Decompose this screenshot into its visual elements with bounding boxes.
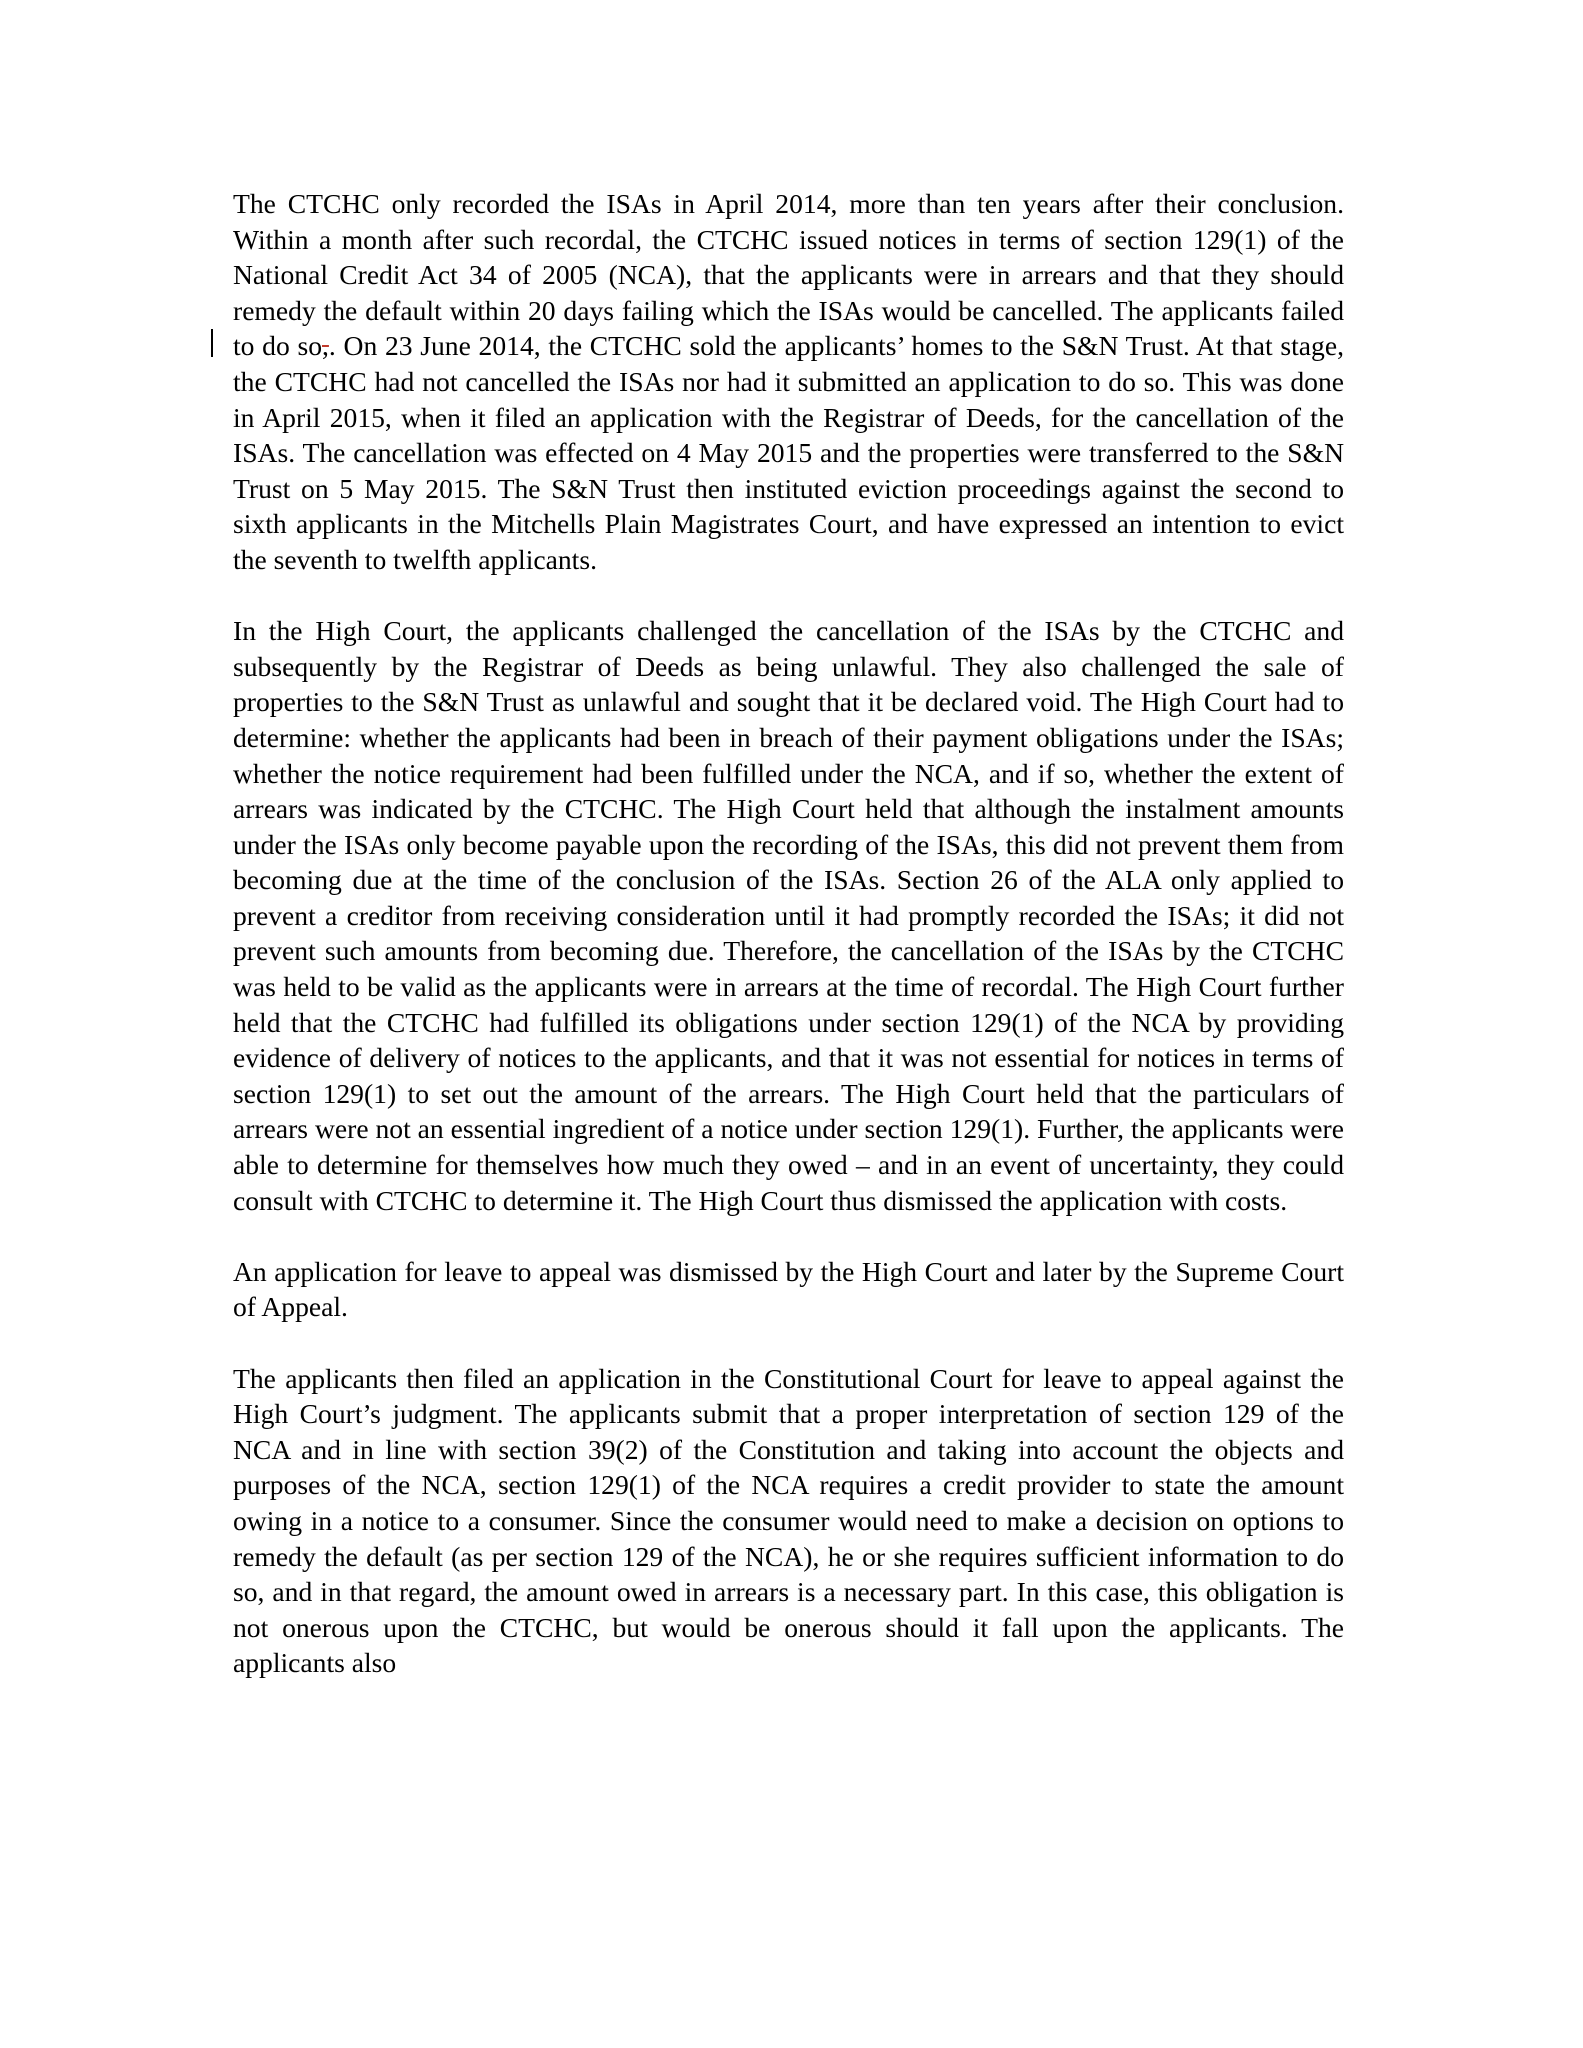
paragraph-constitutional-court: The applicants then filed an application in the Constitutional Court for leave to appeal against the High Court’s judgment. The applicants submit that a proper interpretation of section 129 of the NCA and in line with section 39(2) of the Constitution and taking into account the objects and purposes of the NCA, section 129(1) of the NCA requires a credit provider to state the amount owing in a notice to a consumer. Since the consumer would need to make a decision on options to remedy the default (as per section 129 of the NCA), he or she requires sufficient information to do so, and in that regard, the amount owed in arrears is a necessary part. In this case, this obligation is not onerous upon the CTCHC, but would be onerous should it fall upon the applicants. The applicants also xyxy=(233,1362,1344,1679)
paragraph-leave-to-appeal: An application for leave to appeal was dismissed by the High Court and later by the Supreme Court of Appeal. xyxy=(233,1255,1344,1323)
revision-change-bar xyxy=(211,329,213,357)
tracked-deletion: , xyxy=(322,330,329,362)
document-body xyxy=(233,186,1344,1681)
paragraph-text: The CTCHC only recorded the ISAs in April 2014, more than ten years after their conclusion. Within a month after such recordal, the CTCHC issued notices in terms of section 129(1) of the National Credit Act 34 of 2005 (NCA), that the applicants were in arrears and that they should remedy the default within 20 days failing which the ISAs would be cancelled. The applicants failed to do so xyxy=(233,188,1344,362)
paragraph-background xyxy=(233,186,1344,578)
paragraph-high-court: In the High Court, the applicants challenged the cancellation of the ISAs by the CTCHC and subsequently by the Registrar of Deeds as being unlawful. They also challenged the sale of properties to the S&N Trust as unlawful and sought that it be declared void. The High Court had to determine: whether the applicants had been in breach of their payment obligations under the ISAs; whether the notice requirement had been fulfilled under the NCA, and if so, whether the extent of arrears was indicated by the CTCHC. The High Court held that although the instalment amounts under the ISAs only become payable upon the recording of the ISAs, this did not prevent them from becoming due at the time of the conclusion of the ISAs. Section 26 of the ALA only applied to prevent a creditor from receiving consideration until it had promptly recorded the ISAs; it did not prevent such amounts from becoming due. Therefore, the cancellation of the ISAs by the CTCHC was held to be valid as the applicants were in arrears at the time of recordal. The High Court further held that the CTCHC had fulfilled its obligations under section 129(1) of the NCA by providing evidence of delivery of notices to the applicants, and that it was not essential for notices in terms of section 129(1) to set out the amount of the arrears. The High Court held that the particulars of arrears were not an essential ingredient of a notice under section 129(1). Further, the applicants were able to determine for themselves how much they owed – and in an event of uncertainty, they could consult with CTCHC to determine it. The High Court thus dismissed the application with costs. xyxy=(233,615,1344,1216)
paragraph-text-continued: . On 23 June 2014, the CTCHC sold the applicants’ homes to the S&N Trust. At that stage, the CTCHC had not cancelled the ISAs nor had it submitted an application to do so. This was done in April 2015, when it filed an application with the Registrar of Deeds, for the cancellation of the ISAs. The cancellation was effected on 4 May 2015 and the properties were transferred to the S&N Trust on 5 May 2015. The S&N Trust then instituted eviction proceedings against the second to sixth applicants in the Mitchells Plain Magistrates Court, and have expressed an intention to evict the seventh to twelfth applicants. xyxy=(233,330,1344,575)
